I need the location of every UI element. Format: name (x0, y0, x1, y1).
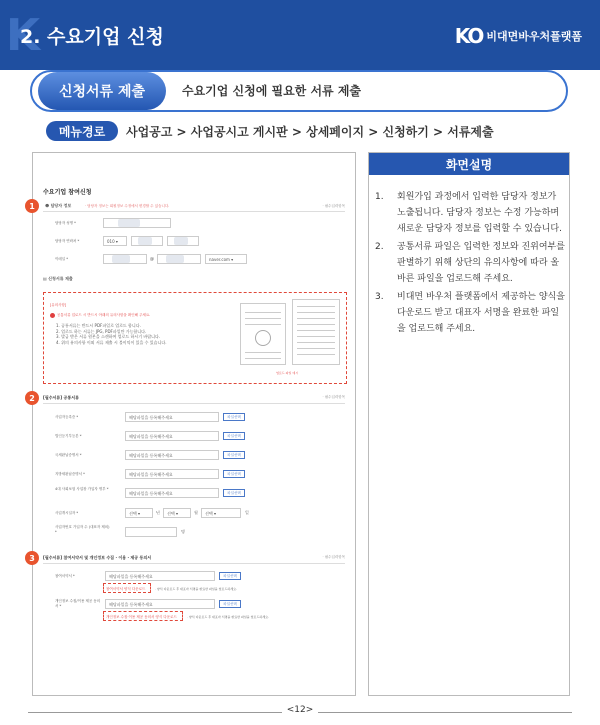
user-icon: ☻ (45, 203, 51, 208)
notice-item: 1. 공통서류는 반드시 PDF파일로 업로드 합니다. (56, 323, 141, 328)
breadcrumb: 사업공고 > 사업공시고 게시판 > 상세페이지 > 신청하기 > 서류제출 (126, 125, 494, 139)
local-tax-label: 지방세완납증명서 * (55, 472, 85, 476)
description-list (375, 189, 565, 339)
national-tax-file-input[interactable] (125, 450, 219, 460)
page-header (0, 0, 600, 70)
notice-list (56, 323, 167, 345)
national-tax-label: 국세완납증명서 * (55, 453, 82, 457)
form-title: 수요기업 참여신청 (43, 189, 92, 196)
privacy-download-link[interactable] (103, 611, 183, 621)
example-caption: 업로드 파일 예시 (276, 371, 299, 375)
privacy-label: 개인정보 수집/이용 제공 동의서 * (55, 599, 101, 608)
example-doc-2 (292, 299, 340, 365)
download-note: · 양식 다운로드 후 대표자 서명을 완료한 파일을 업로드하세요. (155, 587, 237, 591)
unit-person: 명 (181, 529, 185, 534)
page-number: <12> (286, 705, 314, 715)
blurred-value (118, 219, 140, 227)
email-domain-select[interactable]: naver.com ▾ (205, 254, 247, 264)
required-note-1: · 필수입력항목 (322, 204, 345, 208)
documents-heading-label: 신청서류 제출 (48, 276, 73, 281)
phone-middle-field[interactable] (131, 236, 163, 246)
blurred-value (174, 237, 188, 245)
national-tax-file-button[interactable]: 파일선택 (223, 451, 245, 459)
employee-count-label: 사업자번호 가입자 수 (대표자 제외) * (55, 525, 110, 534)
notice-box (43, 292, 347, 384)
description-heading: 화면설명 (369, 153, 569, 175)
email-id-field[interactable] (103, 254, 147, 264)
description-text: 비대면 바우처 플랫폼에서 제공하는 양식을 다운로드 받고 대표자 서명을 완료한 파일을 업로드해 주세요. (397, 292, 565, 334)
manager-name-field[interactable] (103, 218, 171, 228)
common-docs-heading: [필수서류] 공통서류 (43, 395, 79, 400)
file-placeholder: 해당파일을 등록해주세요 (129, 453, 173, 458)
insurance-file-input[interactable] (125, 488, 219, 498)
alert-icon (50, 313, 55, 318)
email-at: @ (150, 256, 154, 261)
notice-item: 4. 위의 유의사항 이외 서류 제출 시 불이익이 있을 수 있습니다. (56, 339, 167, 345)
description-number: 1. (375, 192, 384, 202)
start-date-label: 사업개시일자 * (55, 511, 79, 515)
file-placeholder: 해당파일을 등록해주세요 (109, 602, 153, 607)
file-placeholder: 해당파일을 등록해주세요 (129, 472, 173, 477)
description-number: 2. (375, 242, 384, 252)
phone-last-field[interactable] (167, 236, 199, 246)
description-text: 회원가입 과정에서 입력한 담당자 정보가 노출됩니다. 담당자 정보는 수정 가능하며 새로운 담당자 정보를 입력할 수 있습니다. (397, 192, 562, 234)
required-note-3: · 필수입력항목 (322, 555, 345, 559)
notice-item: 3. 발급 받은 서류 원본을 스캔하여 업로드 하시기 바랍니다. (56, 334, 161, 339)
privacy-download-text: 개인정보 수집·이용 제공 동의서 양식 다운로드 (106, 615, 177, 619)
manager-phone-label: 담당자 연락처 * (55, 239, 80, 243)
notice-lead (50, 313, 150, 318)
brand-text: 비대면바우처플랫폼 (486, 30, 582, 43)
description-text: 공통서류 파일은 입력한 정보와 진위여부를 판별하기 위해 상단의 유의사항에 따라 올바른 파일을 업로드해 주세요. (397, 242, 565, 284)
start-year-select[interactable]: 선택 ▾ (125, 508, 153, 518)
email-domain-field[interactable] (157, 254, 201, 264)
notice-item: 2. 업로드 하는 서류는 JPG, PDF파일만 가능합니다. (56, 328, 147, 334)
start-day-select[interactable]: 선택 ▾ (201, 508, 241, 518)
blurred-value (166, 255, 184, 263)
notice-lead-text: 공통서류 업로드 시 반드시 아래의 유의사항을 확인해 주세요. (57, 313, 151, 317)
example-doc-1 (240, 303, 286, 365)
divider (43, 403, 345, 404)
pledge-label: 참여서약서 * (55, 574, 75, 578)
select-value: 선택 (167, 511, 175, 516)
menu-path-badge: 메뉴경로 (46, 121, 118, 141)
select-value: 선택 (129, 511, 137, 516)
file-placeholder: 해당파일을 등록해주세요 (129, 491, 173, 496)
employee-count-input[interactable] (125, 527, 177, 537)
local-tax-file-input[interactable] (125, 469, 219, 479)
email-label: 이메일 * (55, 257, 69, 261)
blurred-value (112, 255, 130, 263)
seal-icon (255, 330, 271, 346)
unit-year: 년 (156, 510, 160, 515)
insurance-label: 4대 사회보험 사업장 가입자 명부 * (55, 487, 109, 491)
divider (43, 563, 345, 564)
select-value: 선택 (205, 511, 213, 516)
notice-title: [유의사항] (50, 303, 67, 307)
corp-register-file-button[interactable]: 파일선택 (223, 432, 245, 440)
brand (455, 24, 582, 48)
pledge-docs-heading: [필수서류] 참여서약서 및 개인정보 수집 · 이용 · 제공 동의서 (43, 555, 152, 560)
section-subtitle: 수요기업 신청에 필요한 서류 제출 (182, 84, 362, 98)
manager-info-heading (45, 203, 71, 209)
privacy-file-input[interactable] (105, 599, 215, 609)
blurred-value (138, 237, 152, 245)
header-watermark-logo: K (6, 10, 39, 61)
phone-prefix-value: 010 (107, 239, 115, 244)
start-month-select[interactable]: 선택 ▾ (163, 508, 191, 518)
page-title: 2. 수요기업 신청 (20, 26, 164, 48)
section-pill: 신청서류 제출 (38, 72, 166, 110)
form-screenshot (29, 152, 356, 696)
brand-logo: KO (454, 24, 483, 48)
marker-3: 3 (25, 551, 39, 565)
business-reg-file-button[interactable]: 파일선택 (223, 413, 245, 421)
download-note: · 양식 다운로드 후 대표자 서명을 완료한 파일을 업로드하세요. (187, 615, 269, 619)
marker-1: 1 (25, 199, 39, 213)
corp-register-file-input[interactable] (125, 431, 219, 441)
description-item (375, 189, 565, 237)
manager-info-label: 담당자 정보 (50, 203, 72, 208)
unit-day: 일 (245, 510, 249, 515)
file-placeholder: 해당파일을 등록해주세요 (129, 434, 173, 439)
divider (43, 211, 345, 212)
phone-prefix-select[interactable]: 010 ▾ (103, 236, 127, 246)
privacy-file-button[interactable]: 파일선택 (219, 600, 241, 608)
business-reg-label: 사업자등록증 * (55, 415, 79, 419)
document-icon: ▤ (43, 276, 49, 281)
pledge-download-link[interactable] (103, 583, 151, 593)
description-panel (368, 152, 570, 696)
corp-register-label: 법인등기부등본 * (55, 434, 82, 438)
local-tax-file-button[interactable]: 파일선택 (223, 470, 245, 478)
unit-month: 월 (194, 510, 198, 515)
file-placeholder: 해당파일을 등록해주세요 (109, 574, 153, 579)
file-placeholder: 해당파일을 등록해주세요 (129, 415, 173, 420)
business-reg-file-input[interactable] (125, 412, 219, 422)
description-number: 3. (375, 292, 384, 302)
description-item (375, 289, 565, 337)
description-item (375, 239, 565, 287)
documents-heading (43, 276, 73, 282)
pledge-download-text: 참여서약서 양식 다운로드 (106, 587, 146, 591)
manager-name-label: 담당자 성명 * (55, 221, 76, 225)
marker-2: 2 (25, 391, 39, 405)
required-note-2: · 필수입력항목 (322, 395, 345, 399)
insurance-file-button[interactable]: 파일선택 (223, 489, 245, 497)
manager-info-note: · 담당자 정보는 회원정보 수정에서 변경할 수 있습니다. (85, 204, 170, 208)
pledge-file-button[interactable]: 파일선택 (219, 572, 241, 580)
email-domain-value: naver.com (209, 257, 230, 262)
pledge-file-input[interactable] (105, 571, 215, 581)
